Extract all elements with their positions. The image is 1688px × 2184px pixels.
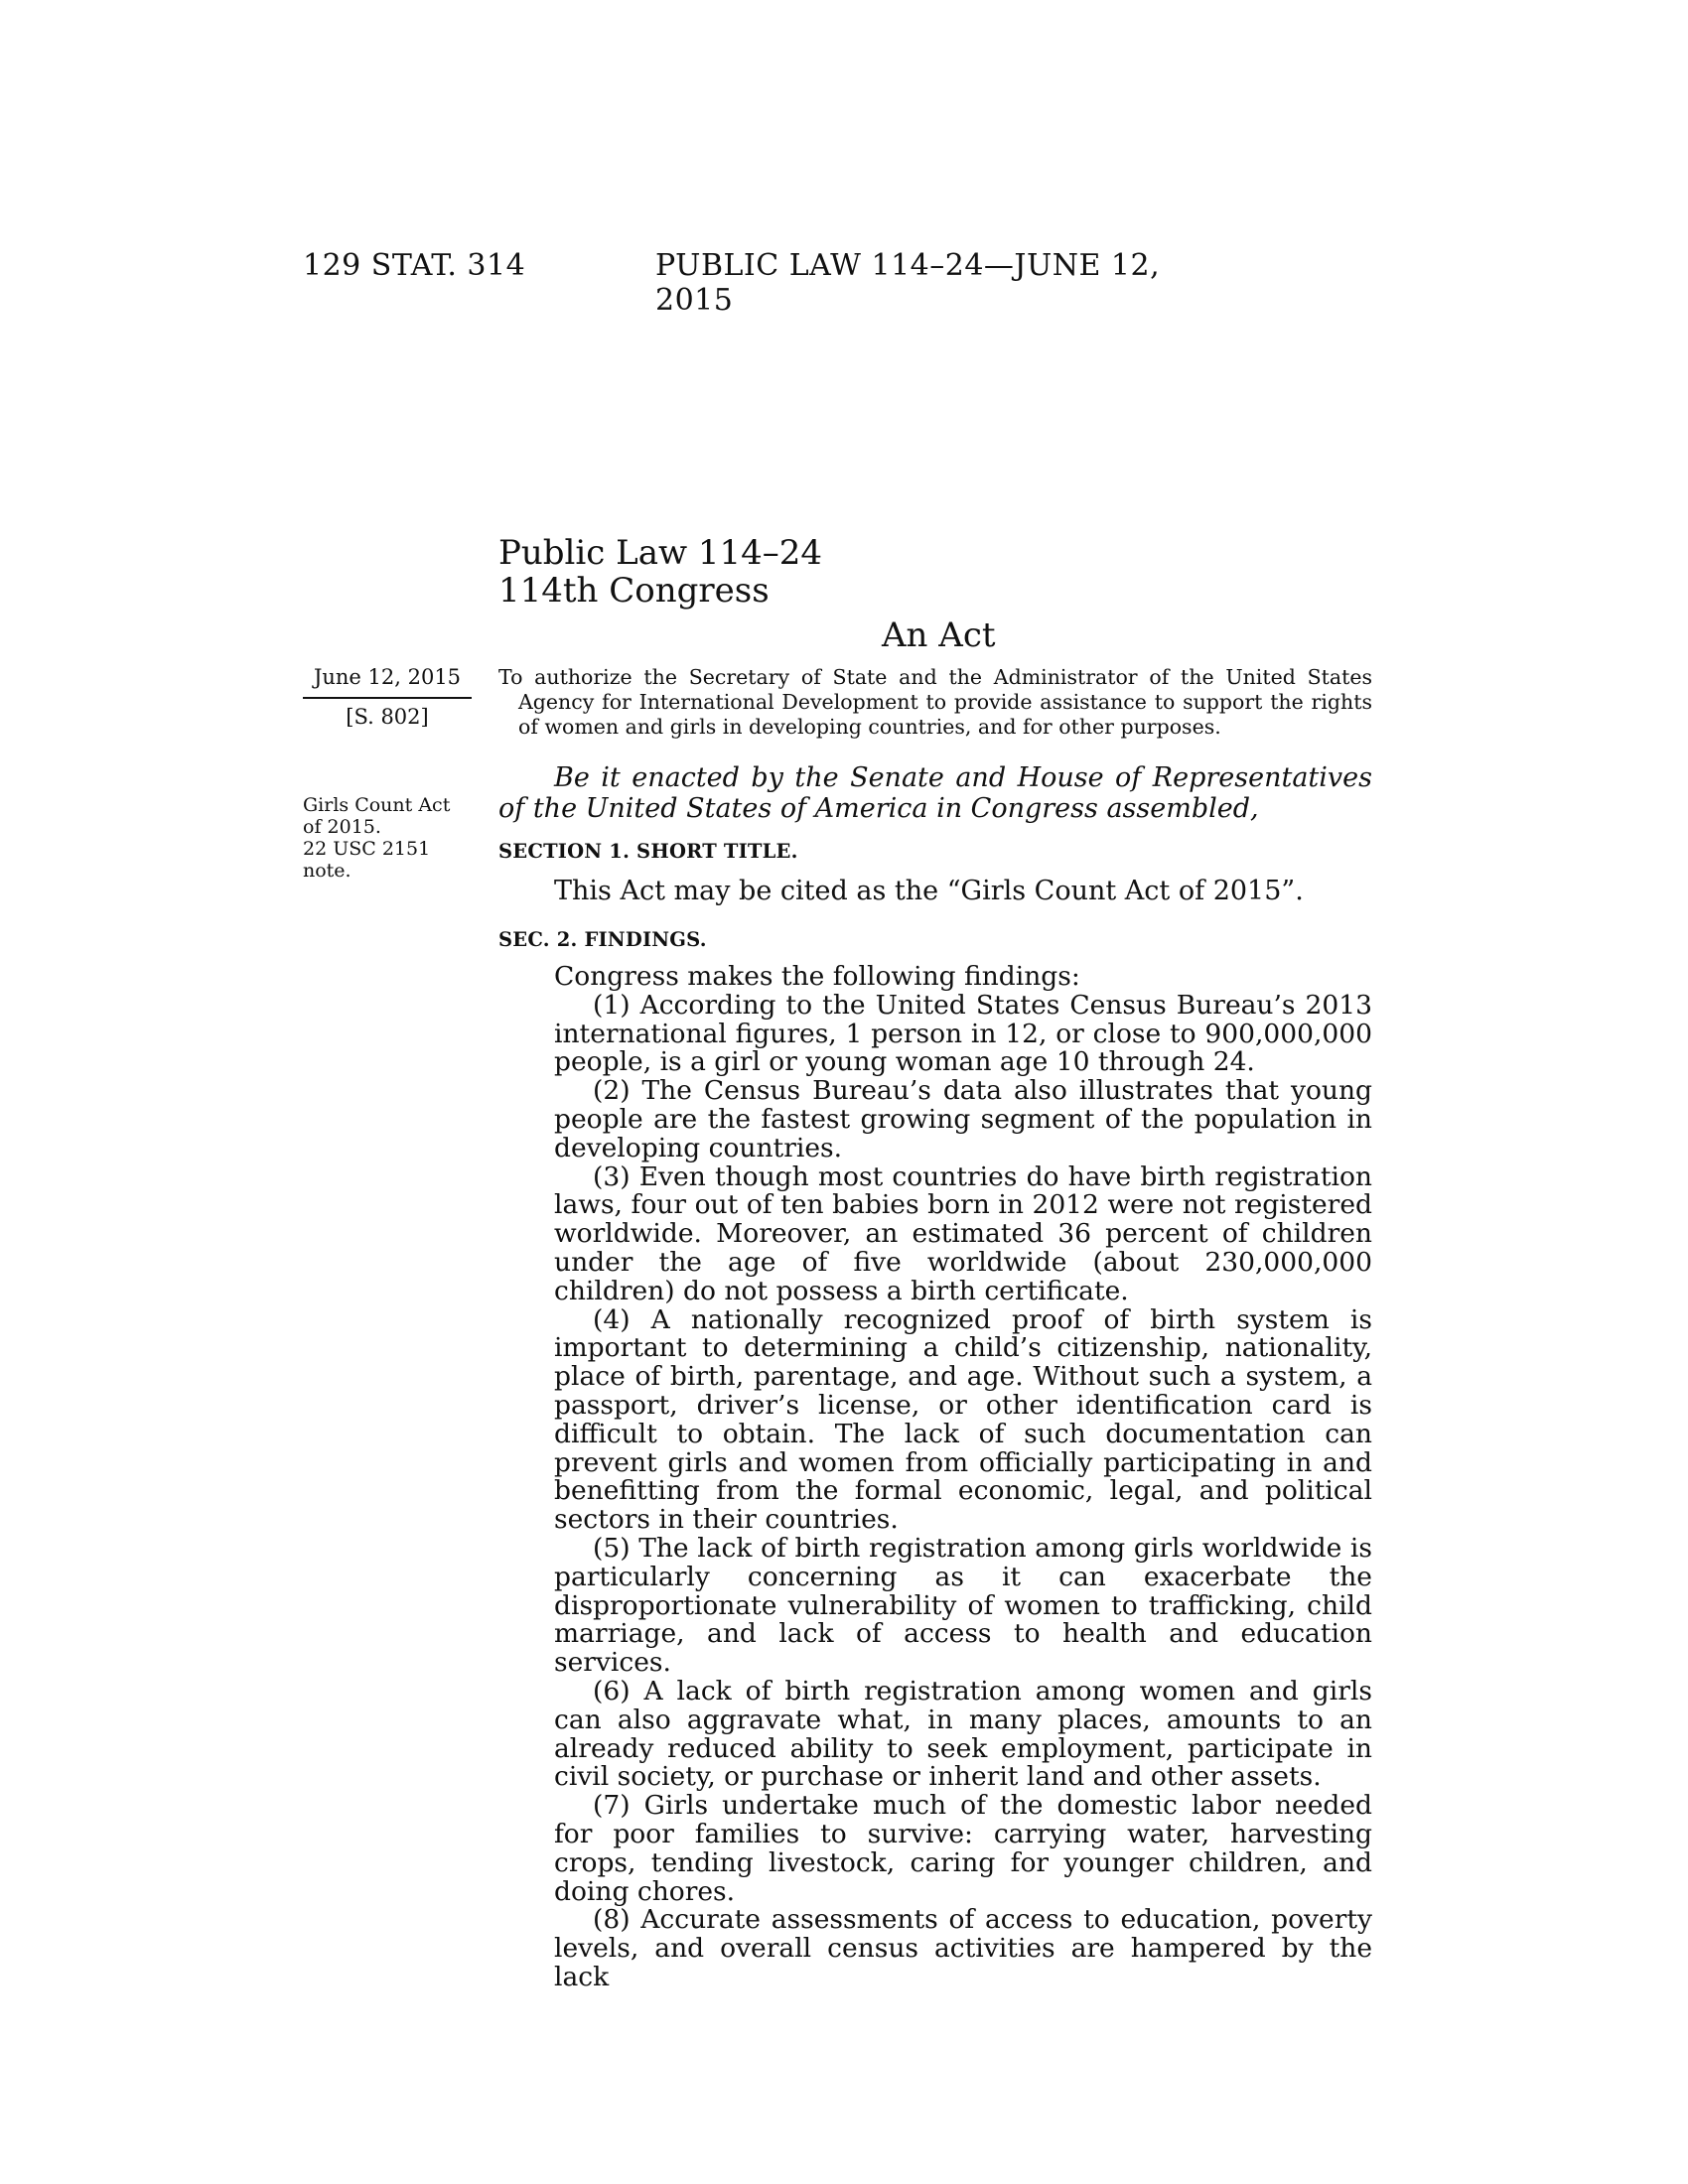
an-act-heading: An Act [882,615,996,655]
running-title: PUBLIC LAW 114–24—JUNE 12, 2015 [655,248,1161,318]
finding-item: (5) The lack of birth registration among girls worldwide is particularly concerning as it can exacerbate the disproportionate vulnerability of women to trafficking, child marriage, and lack of access to health and education services. [554,1532,1372,1679]
margin-note-line: Girls Count Act [303,794,451,816]
finding-item: (8) Accurate assessments of access to education, poverty levels, and overall census activities are hampered by the lack [554,1904,1372,1992]
purpose-text: To authorize the Secretary of State and the Administrator of the United States Agency for International Development to provide assistance to support the rights of women and girls in developing countries, and for other purposes. [498,665,1372,739]
findings-intro: Congress makes the following findings: [554,961,1080,992]
finding-item: (3) Even though most countries do have birth registration laws, four out of ten babies born in 2012 were not registered worldwide. Moreover, an estimated 36 percent of children under the age of five worldwide (about 230,000,000 children) do not possess a birth certificate. [554,1160,1372,1306]
section-2-heading: SEC. 2. FINDINGS. [498,928,707,951]
congress-session: 114th Congress [498,571,770,611]
law-number: Public Law 114–24 [498,533,823,573]
margin-date-block [303,665,472,729]
finding-item: (7) Girls undertake much of the domestic labor needed for poor families to survive: carrying water, harvesting crops, tending livestock, caring for younger children, and doing chores. [554,1790,1372,1907]
bill-number: [S. 802] [346,705,429,729]
margin-note [303,794,472,882]
finding-item: (2) The Census Bureau’s data also illustrates that young people are the fastest growing segment of the population in developing countries. [554,1075,1372,1163]
purpose-statement [498,665,1372,740]
margin-note-line: note. [303,860,352,882]
findings-body [554,963,1372,1992]
margin-note-line: of 2015. [303,816,381,838]
law-title-block [498,534,822,610]
statute-reference: 129 STAT. 314 [303,248,526,283]
finding-item: (1) According to the United States Census Bureau’s 2013 international figures, 1 person in 12, or close to 900,000,000 people, is a girl or young woman age 10 through 24. [554,989,1372,1078]
enactment-date: June 12, 2015 [303,665,472,699]
section-1-heading: SECTION 1. SHORT TITLE. [498,840,798,863]
finding-item: (6) A lack of birth registration among women and girls can also aggravate what, in many places, amounts to an already reduced ability to seek employment, participate in civil society, or purchase or inherit land and other assets. [554,1675,1372,1793]
enacting-clause: Be it enacted by the Senate and House of Representatives of the United States of America in Congress assembled, [498,762,1372,824]
margin-note-line: 22 USC 2151 [303,838,431,860]
finding-item: (4) A nationally recognized proof of birth system is important to determining a child’s citizenship, nationality, place of birth, parentage, and age. Without such a system, a passport, driver’s license, or other identification card is difficult to obtain. The lack of such documentation can prevent girls and women from officially participating in and benefitting from the formal economic, legal, and political sectors in their countries. [554,1303,1372,1536]
section-1-text: This Act may be cited as the “Girls Count Act of 2015”. [554,876,1304,906]
